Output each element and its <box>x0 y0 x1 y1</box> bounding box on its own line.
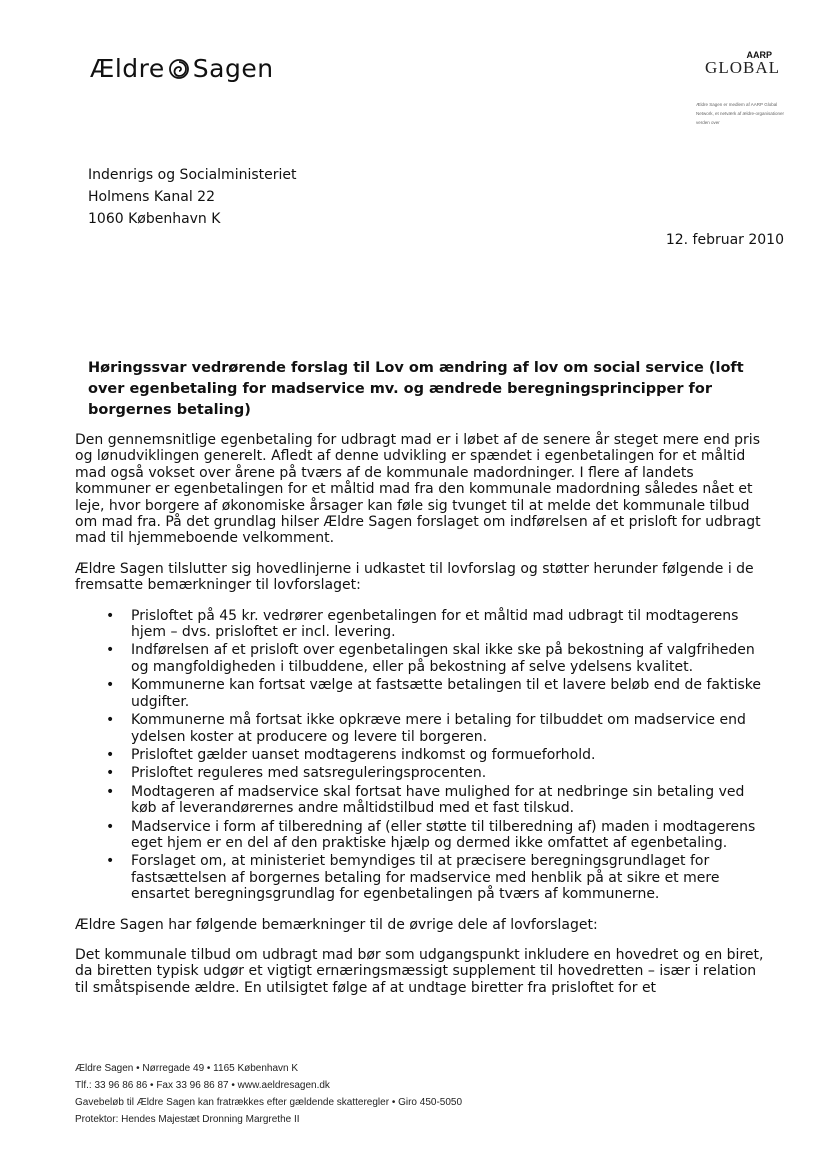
footer-contact: Tlf.: 33 96 86 86 • Fax 33 96 86 87 • www.aeldresagen.dk <box>75 1080 330 1091</box>
list-item: • Forslaget om, at ministeriet bemyndiges til at præcisere beregningsgrundlaget for fastsættelsen af borgernes betaling for madservice med henblik på at sikre et mere ensartet beregningsgrundlag for egenbetalingen på tværs af kommunerne. <box>106 853 720 903</box>
recipient-line-3: 1060 København K <box>88 211 221 227</box>
list-item: • Modtageren af madservice skal fortsat have mulighed for at nedbringe sin betaling ved køb af leverandørernes andre måltidstilbud med et fast tilskud. <box>106 783 745 817</box>
letter-date: 12. februar 2010 <box>665 232 784 248</box>
bullet-icon: • <box>106 783 115 800</box>
list-item: • Prisloftet gælder uanset modtagerens indkomst og formueforhold. <box>106 746 596 763</box>
letter-footer <box>75 1060 462 1128</box>
list-item: • Kommunerne må fortsat ikke opkræve mere i betaling for tilbuddet om madservice end ydelsen koster at producere og levere til borgeren. <box>106 712 746 745</box>
list-item: • Prisloftet reguleres med satsreguleringsprocenten. <box>106 765 487 782</box>
letter-body <box>75 432 765 1010</box>
swirl-logo-icon <box>168 58 190 80</box>
footer-protector: Protektor: Hendes Majestæt Dronning Margrethe II <box>75 1114 300 1125</box>
aarp-label: AARP <box>746 50 772 60</box>
footer-address: Ældre Sagen • Nørregade 49 • 1165 København K <box>75 1063 299 1074</box>
paragraph-4: Det kommunale tilbud om udbragt mad bør som udgangspunkt inkludere en hovedret og en biret, da biretten typisk udgør et vigtigt ernæringsmæssigt supplement til hovedretten – især i relation til småtspisende ældre. En utilsigtet følge af at undtage biretter fra prisloftet for et <box>75 946 764 996</box>
bullet-icon: • <box>106 746 115 763</box>
aeldre-sagen-logo <box>90 54 274 83</box>
bullet-icon: • <box>106 677 115 694</box>
global-label: GLOBAL <box>705 58 780 77</box>
recipient-line-1: Indenrigs og Socialministeriet <box>88 167 297 183</box>
aarp-global-logo <box>705 50 780 78</box>
bullet-icon: • <box>106 818 115 835</box>
bullet-icon: • <box>106 712 115 729</box>
list-item: • Indførelsen af et prisloft over egenbetalingen skal ikke ske på bekostning af valgfriheden og mangfoldigheden i tilbuddene, eller på bekostning af selve ydelsens kvalitet. <box>106 642 755 675</box>
paragraph-2: Ældre Sagen tilslutter sig hovedlinjerne i udkastet til lovforslag og støtter herunder følgende i de fremsatte bemærkninger til lovforslaget: <box>75 560 754 594</box>
bullet-icon: • <box>106 765 115 782</box>
letter-subject: Høringssvar vedrørende forslag til Lov om ændring af lov om social service (loft over egenbetaling for madservice mv. og ændrede beregningsprincipper for borgernes betaling) <box>88 360 744 418</box>
footer-donation: Gavebeløb til Ældre Sagen kan fratrækkes efter gældende skatteregler • Giro 450-5050 <box>75 1097 463 1108</box>
bullet-list <box>75 608 765 903</box>
paragraph-1: Den gennemsnitlige egenbetaling for udbragt mad er i løbet af de senere år steget mere end pris og lønudviklingen generelt. Afledt af denne udvikling er spændet i egenbetalingen for et måltid mad også vokset over årene på tværs af de kommunale madordninger. I flere af landets kommuner er egenbetalingen for et måltid mad fra den kommunale madordning således nået et leje, hvor borgere af økonomiske årsager kan føle sig tvunget til at melde det kommunale tilbud om mad fra. På det grundlag hilser Ældre Sagen forslaget om indførelsen af et prisloft for udbragt mad til hjemmeboende velkomment. <box>75 432 761 547</box>
aarp-network-note: Ældre Sagen er medlem af AARP Global Network, et netværk af ældre-organisationer verden over <box>696 102 785 125</box>
recipient-line-2: Holmens Kanal 22 <box>88 189 215 205</box>
logo-text-right: Sagen <box>192 54 274 83</box>
bullet-icon: • <box>106 642 115 659</box>
list-item: • Prisloftet på 45 kr. vedrører egenbetalingen for et måltid mad udbragt til modtagerens hjem – dvs. prisloftet er incl. levering. <box>106 607 739 641</box>
recipient-address <box>88 164 297 230</box>
list-item: • Madservice i form af tilberedning af (eller støtte til tilberedning af) maden i modtagerens eget hjem er en del af den praktiske hjælp og dermed ikke omfattet af egenbetaling. <box>106 818 756 851</box>
bullet-icon: • <box>106 853 115 870</box>
paragraph-3: Ældre Sagen har følgende bemærkninger til de øvrige dele af lovforslaget: <box>75 916 598 933</box>
bullet-icon: • <box>106 607 115 624</box>
list-item: • Kommunerne kan fortsat vælge at fastsætte betalingen til et lavere beløb end de faktiske udgifter. <box>106 677 761 710</box>
logo-text-left: Ældre <box>90 54 165 83</box>
